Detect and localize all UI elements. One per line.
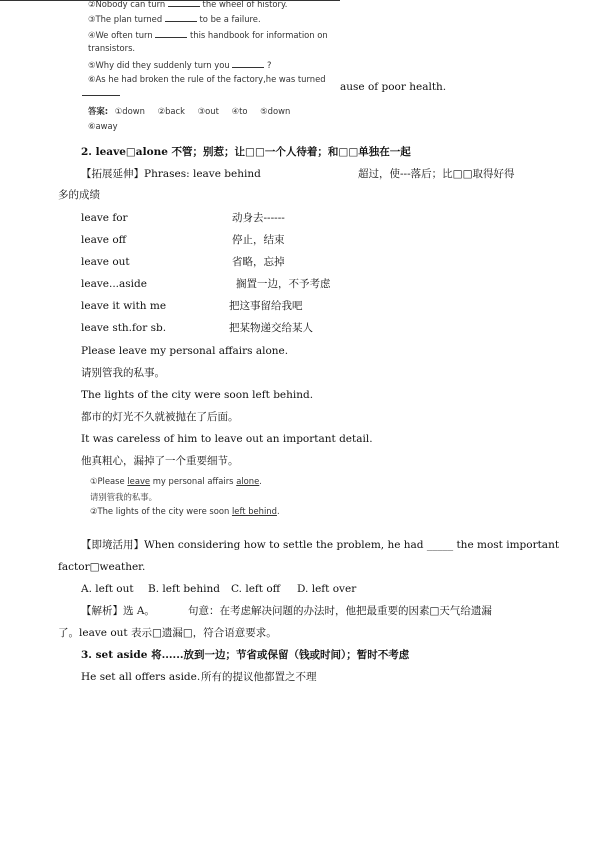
exercise-line-5-right: ? bbox=[267, 60, 272, 70]
exercise-line-4-left: ④We often turn bbox=[88, 30, 153, 40]
small-example-text: ①Please bbox=[90, 476, 128, 486]
blank bbox=[232, 59, 264, 68]
blank bbox=[155, 29, 187, 38]
exercise-line-3-left: ③The plan turned bbox=[88, 14, 163, 24]
small-example-line-1 bbox=[90, 476, 262, 486]
answers-label: 答案: bbox=[88, 106, 109, 116]
answer-5: ⑤down bbox=[260, 106, 291, 116]
example-zh: 都市的灯光不久就被抛在了后面。 bbox=[81, 411, 239, 423]
section2-heading: 2. leave□alone 不管；别惹；让□□一个人待着；和□□单独在一起 bbox=[81, 146, 411, 158]
small-example-text: ②The lights of the city were soon bbox=[90, 506, 232, 516]
exercise-line-6-blank bbox=[82, 95, 120, 96]
small-example-text: my personal affairs bbox=[150, 476, 237, 486]
phrase-en: leave off bbox=[81, 234, 127, 246]
phrase-en: leave out bbox=[81, 256, 130, 268]
exercise-line-2 bbox=[88, 0, 287, 10]
exercise-line-6: ⑥As he had broken the rule of the factory,he was turned bbox=[88, 74, 326, 84]
option-a: A. left out bbox=[81, 583, 134, 595]
blank bbox=[168, 0, 200, 7]
exercise-line-5-left: ⑤Why did they suddenly turn you bbox=[88, 60, 230, 70]
example-en: Please leave my personal affairs alone. bbox=[81, 345, 289, 357]
extension-meaning-cont: 多的成绩 bbox=[58, 189, 100, 201]
answer-2: ②back bbox=[157, 106, 185, 116]
small-example-line-3 bbox=[90, 506, 280, 516]
exercise-line-5 bbox=[88, 59, 271, 71]
phrase-zh: 搁置一边，不予考虑 bbox=[236, 278, 331, 290]
phrase-zh: 把某物递交给某人 bbox=[229, 322, 313, 334]
small-example-underline: alone bbox=[236, 476, 260, 486]
phrase-zh: 动身去------ bbox=[232, 212, 285, 224]
phrase-en: leave for bbox=[81, 212, 128, 224]
option-d: D. left over bbox=[297, 583, 357, 595]
phrase-en: leave sth.for sb. bbox=[81, 322, 167, 334]
extension-label: 【拓展延伸】Phrases: leave behind bbox=[81, 168, 261, 180]
example-zh: 请别管我的私事。 bbox=[81, 367, 165, 379]
example-zh: 他真粗心，漏掉了一个重要细节。 bbox=[81, 455, 239, 467]
analysis-text: 句意：在考虑解决问题的办法时，他把最重要的因素□天气给遗漏 bbox=[188, 605, 492, 617]
exercise-line-6-tail: ause of poor health. bbox=[340, 81, 447, 93]
analysis-label: 【解析】选 A。 bbox=[81, 605, 155, 617]
answer-6: ⑥away bbox=[88, 121, 118, 131]
small-example-text: . bbox=[276, 506, 280, 516]
analysis-cont: 了。leave out 表示□遗漏□，符合语意要求。 bbox=[58, 627, 277, 639]
exercise-line-2-left: ②Nobody can turn bbox=[88, 0, 166, 9]
answer-1: ①down bbox=[114, 106, 145, 116]
small-example-line-2: 请别管我的私事。 bbox=[90, 492, 157, 502]
answers-line bbox=[88, 106, 290, 117]
exercise-line-4b: transistors. bbox=[88, 43, 136, 53]
blank bbox=[165, 13, 197, 22]
answer-4: ④to bbox=[231, 106, 248, 116]
exercise-line-4 bbox=[88, 29, 328, 41]
section3-heading: 3. set aside 将......放到一边；节省或保留（钱或时间）；暂时不考虑 bbox=[81, 649, 410, 661]
example-en: The lights of the city were soon left behind. bbox=[81, 389, 314, 401]
phrase-zh: 省略，忘掉 bbox=[232, 256, 285, 268]
option-b: B. left behind bbox=[148, 583, 220, 595]
section3-example-zh: 所有的提议他都置之不理 bbox=[201, 671, 317, 683]
small-example-underline: left behind bbox=[231, 506, 277, 516]
phrase-zh: 把这事留给我吧 bbox=[229, 300, 303, 312]
extension-meaning: 超过，使---落后；比□□取得好得 bbox=[358, 168, 515, 180]
option-c: C. left off bbox=[231, 583, 281, 595]
answer-3: ③out bbox=[197, 106, 219, 116]
exercise-line-4-right: this handbook for information on bbox=[189, 30, 328, 40]
phrase-en: leave it with me bbox=[81, 300, 167, 312]
practice-line bbox=[81, 538, 559, 552]
exercise-line-3 bbox=[88, 13, 261, 25]
practice-label: 【即境活用】 bbox=[81, 539, 144, 551]
section3-example-en: He set all offers aside. bbox=[81, 671, 201, 683]
exercise-line-3-right: to be a failure. bbox=[199, 14, 261, 24]
phrase-zh: 停止，结束 bbox=[232, 234, 285, 246]
practice-question: When considering how to settle the problem, he had _____ the most important bbox=[144, 539, 560, 551]
example-en: It was careless of him to leave out an important detail. bbox=[81, 433, 373, 445]
practice-question-cont: factor□weather. bbox=[58, 561, 146, 573]
phrase-en: leave...aside bbox=[81, 278, 147, 290]
exercise-line-2-right: the wheel of history. bbox=[202, 0, 288, 9]
small-example-underline: leave bbox=[127, 476, 151, 486]
small-example-text: . bbox=[259, 476, 262, 486]
